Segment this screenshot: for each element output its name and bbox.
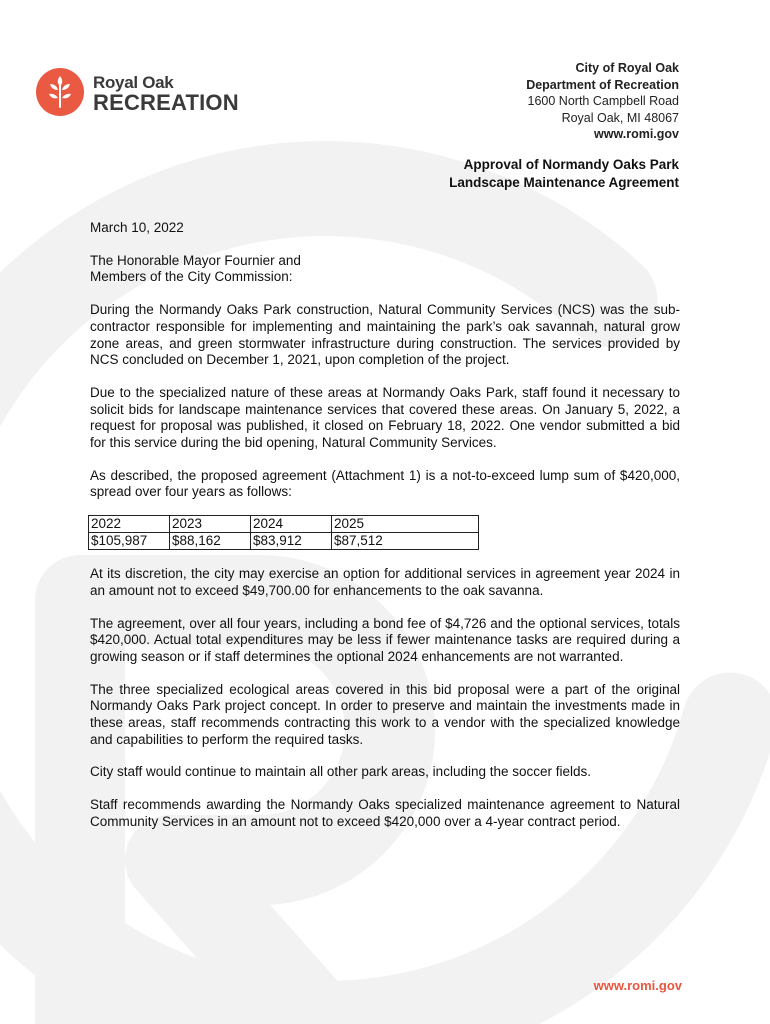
salutation-line-2: Members of the City Commission: bbox=[90, 269, 293, 285]
table-cell-year: 2022 bbox=[89, 516, 170, 533]
table-cell-amount: $105,987 bbox=[89, 533, 170, 550]
address-city-state-zip: Royal Oak, MI 48067 bbox=[561, 110, 679, 125]
paragraph-bid-process: Due to the specialized nature of these areas at Normandy Oaks Park, staff found it necessary to solicit bids for landscape maintenance services that covered these areas. On January 5, 2022, a request for proposal was published, it closed on February 18, 2022. One vendor submitted a bid for this service during the bid opening, Natural Community Services. bbox=[90, 384, 680, 451]
letter-subject bbox=[449, 156, 679, 192]
address-department: Department of Recreation bbox=[526, 77, 679, 92]
letter-body bbox=[90, 220, 680, 847]
subject-line-2: Landscape Maintenance Agreement bbox=[449, 175, 679, 190]
logo-wordmark-bottom: RECREATION bbox=[93, 90, 239, 115]
table-cell-year: 2024 bbox=[251, 516, 332, 533]
table-cell-amount: $88,162 bbox=[170, 533, 251, 550]
address-city: City of Royal Oak bbox=[575, 61, 679, 75]
table-cell-amount: $83,912 bbox=[251, 533, 332, 550]
letter-date: March 10, 2022 bbox=[90, 220, 184, 235]
paragraph-ecological-areas: The three specialized ecological areas covered in this bid proposal were a part of the original Normandy Oaks Park project concept. In order to preserve and maintain the investments made in these areas, staff recommends contracting this work to a vendor with the specialized knowledge and capabilities to perform the required tasks. bbox=[90, 681, 680, 747]
address-street: 1600 North Campbell Road bbox=[527, 94, 679, 108]
paragraph-ncs-background: During the Normandy Oaks Park construction, Natural Community Services (NCS) was the sub-contractor responsible for implementing and maintaining the park’s oak savannah, natural grow zone areas, and green stormwater infrastructure during construction. The services provided by NCS concluded on December 1, 2021, upon completion of the project. bbox=[90, 302, 680, 368]
royal-oak-recreation-logo bbox=[36, 68, 266, 122]
table-cell-year: 2023 bbox=[170, 516, 251, 533]
table-cell-amount: $87,512 bbox=[332, 533, 479, 550]
annual-amounts-table bbox=[88, 515, 479, 550]
table-cell-year: 2025 bbox=[332, 516, 479, 533]
paragraph-optional-services: At its discretion, the city may exercise an option for additional services in agreement year 2024 in an amount not to exceed $49,700.00 for enhancements to the oak savanna. bbox=[90, 566, 680, 598]
salutation-line-1: The Honorable Mayor Fournier and bbox=[90, 252, 301, 268]
table-row-years bbox=[89, 516, 479, 533]
paragraph-total-cost: The agreement, over all four years, including a bond fee of $4,726 and the optional services, totals $420,000. Actual total expenditures may be less if fewer maintenance tasks are required during a growing season or if staff determines the optional 2024 enhancements are not warranted. bbox=[90, 615, 680, 664]
paragraph-staff-maintenance: City staff would continue to maintain all other park areas, including the soccer fields. bbox=[90, 764, 592, 780]
address-website-link[interactable]: www.romi.gov bbox=[594, 127, 679, 141]
footer-website-link[interactable]: www.romi.gov bbox=[593, 978, 682, 993]
logo-wordmark-top: Royal Oak bbox=[93, 73, 174, 92]
sender-address bbox=[526, 60, 679, 143]
subject-line-1: Approval of Normandy Oaks Park bbox=[463, 157, 679, 172]
oak-leaf-icon bbox=[36, 68, 84, 116]
salutation bbox=[90, 253, 680, 286]
paragraph-agreement-sum: As described, the proposed agreement (Attachment 1) is a not-to-exceed lump sum of $420,000, spread over four years as follows: bbox=[90, 467, 680, 500]
paragraph-recommendation: Staff recommends awarding the Normandy Oaks specialized maintenance agreement to Natural Community Services in an amount not to exceed $420,000 over a 4-year contract period. bbox=[90, 797, 680, 829]
table-row-amounts bbox=[89, 533, 479, 550]
